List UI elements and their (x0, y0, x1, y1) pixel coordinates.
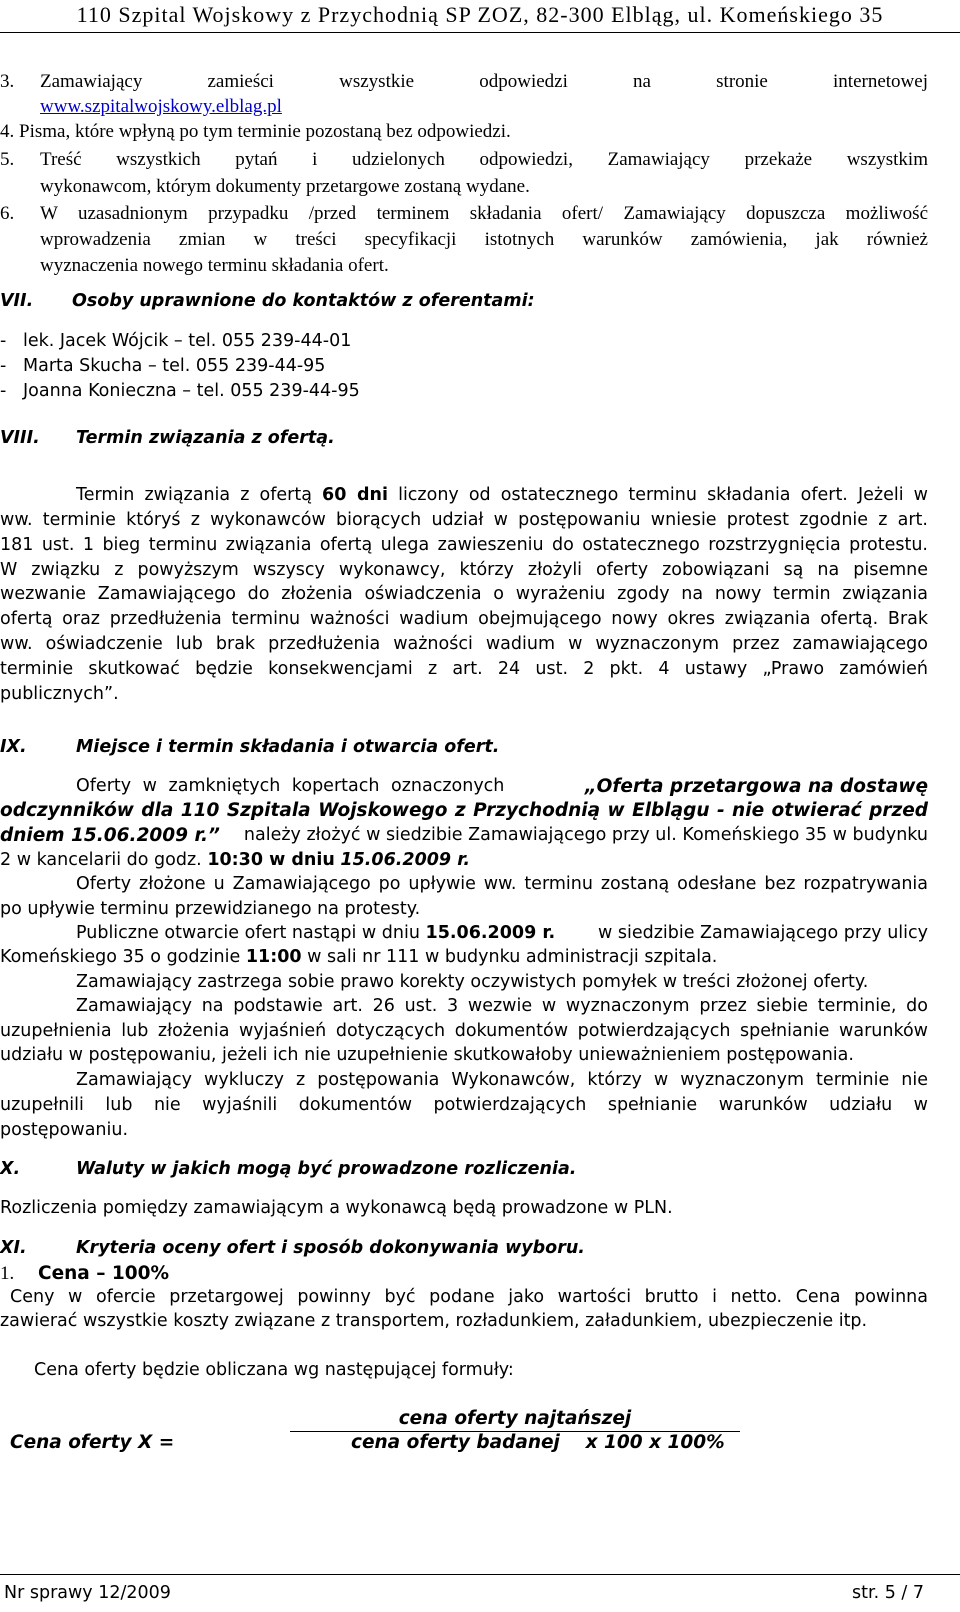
section-number: XI. (0, 1238, 27, 1258)
section-9-heading (0, 737, 499, 757)
section-title: Waluty w jakich mogą być prowadzone rozliczenia. (76, 1159, 577, 1179)
currency-text: Rozliczenia pomiędzy zamawiającym a wykonawcą będą prowadzone w PLN. (0, 1198, 673, 1218)
case-number: Nr sprawy 12/2009 (4, 1583, 171, 1603)
section-7-heading (0, 291, 535, 311)
contact-3: - Joanna Konieczna – tel. 055 239-44-95 (0, 381, 360, 401)
page-footer (0, 1574, 960, 1612)
item-5-line-2: wykonawcom, którym dokumenty przetargowe zostaną wydane. (40, 176, 530, 197)
formula-lhs: Cena oferty X = (10, 1432, 175, 1453)
criterion-label: Cena – 100% (38, 1263, 170, 1284)
s8-line-8: terminie skutkować będzie konsekwencjami z art. 24 ust. 2 pkt. 4 ustawy „Prawo zamówień (0, 659, 928, 679)
s9-p6-line-1: Zamawiający wykluczy z postępowania Wykonawców, którzy w wyznaczonym terminie nie (76, 1070, 928, 1090)
criterion-number: 1. (0, 1263, 15, 1284)
s9-p1-line-4: 2 w kancelarii do godz. 10:30 w dniu 15.06.2009 r. (0, 850, 470, 870)
s9-p5-line-3: udziału w postępowaniu, jeżeli ich nie uzupełnienie skutkowałoby unieważnieniem postępowania. (0, 1045, 854, 1065)
s9-p2-line-2: po upływie terminu przewidzianego na protesty. (0, 899, 421, 919)
contact-2: - Marta Skucha – tel. 055 239-44-95 (0, 356, 326, 376)
s9-p3-line-1: Publiczne otwarcie ofert nastąpi w dniu 15.06.2009 r. w siedzibie Zamawiającego przy ulicy (76, 923, 928, 943)
formula-denominator: cena oferty badanej x 100 x 100% (351, 1432, 725, 1453)
days-value: 60 dni (322, 485, 388, 505)
item-5-line-1 (0, 149, 928, 171)
s8-line-1: Termin związania z ofertą 60 dni liczony od ostatecznego terminu składania ofert. Jeżeli w (76, 485, 928, 505)
item-number: 6. (0, 203, 15, 224)
s9-p3-line-2: Komeńskiego 35 o godzinie 11:00 w sali nr 111 w budynku administracji szpitala. (0, 947, 718, 967)
item-6-line-1 (0, 203, 928, 225)
s8-line-9: publicznych”. (0, 684, 119, 704)
item-4: 4. Pisma, które wpłyną po tym terminie pozostaną bez odpowiedzi. (0, 121, 511, 142)
item-number: 5. (0, 149, 15, 170)
page-number: str. 5 / 7 (852, 1583, 924, 1603)
section-number: IX. (0, 737, 27, 757)
s8-line-5: wezwanie Zamawiającego do złożenia oświadczenia o wyrażeniu zgody na nowy termin związania (0, 584, 928, 604)
section-number: VII. (0, 291, 34, 311)
page-header (0, 0, 960, 33)
s8-line-7: ww. oświadczenie lub brak przedłużenia ważności wadium w wyznaczonym przez zamawiającego (0, 634, 928, 654)
section-10-heading (0, 1159, 576, 1179)
s9-p1-line-2: odczynników dla 110 Szpitala Wojskowego z Przychodnią w Elblągu - nie otwierać przed (0, 800, 928, 821)
section-number: VIII. (0, 428, 40, 448)
section-title: Termin związania z ofertą. (76, 428, 335, 448)
item-number: 3. (0, 71, 15, 92)
s9-p6-line-3: postępowaniu. (0, 1120, 129, 1140)
s9-p4: Zamawiający zastrzega sobie prawo korekty oczywistych pomyłek w treści złożonej oferty. (76, 972, 869, 992)
s8-line-3: 181 ust. 1 bieg terminu związania ofertą ulega zawieszeniu do ostatecznego rozstrzygnięcia protestu. (0, 535, 928, 555)
website-link[interactable]: www.szpitalwojskowy.elblag.pl (40, 96, 282, 117)
contact-1: - lek. Jacek Wójcik – tel. 055 239-44-01 (0, 331, 352, 351)
s9-p1-line-1: Oferty w zamkniętych kopertach oznaczonych „Oferta przetargowa na dostawę (76, 776, 928, 797)
item-6-line-2: wprowadzenia zmian w treści specyfikacji istotnych warunków zamówienia, jak również (40, 229, 928, 250)
item-6-line-3: wyznaczenia nowego terminu składania ofert. (40, 255, 389, 276)
item-3-line-1 (0, 71, 928, 93)
s8-line-4: W związku z powyższym wszyscy wykonawcy, którzy złożyli oferty zobowiązani są na pisemne (0, 560, 928, 580)
s8-line-2: ww. terminie któryś z wykonawców biorących udział w postępowaniu wniesie protest zgodnie z art. (0, 510, 928, 530)
header-text: 110 Szpital Wojskowy z Przychodnią SP ZOZ, 82-300 Elbląg, ul. Komeńskiego 35 (76, 2, 884, 27)
s9-p2-line-1: Oferty złożone u Zamawiającego po upływie ww. terminu zostaną odesłane bez rozpatrywania (76, 874, 928, 894)
section-number: X. (0, 1159, 21, 1179)
s9-p5-line-1: Zamawiający na podstawie art. 26 ust. 3 wezwie w wyznaczonym przez siebie terminie, do (76, 996, 928, 1016)
s8-line-6: ofertą oraz przedłużenia terminu ważności wadium obejmującego nowy okres związania ofertą. Brak (0, 609, 928, 629)
section-title: Osoby uprawnione do kontaktów z oferentami: (72, 291, 535, 311)
formula-numerator: cena oferty najtańszej (290, 1408, 740, 1432)
s11-line-1: Ceny w ofercie przetargowej powinny być podane jako wartości brutto i netto. Cena powinna (10, 1287, 928, 1307)
item-text: Zamawiający zamieści wszystkie odpowiedzi na stronie internetowej (40, 71, 928, 92)
s9-p6-line-2: uzupełnili lub nie wyjaśnili dokumentów potwierdzających spełnianie warunków udziału w (0, 1095, 928, 1115)
s9-p5-line-2: uzupełnienia lub złożenia wyjaśnień dotyczących dokumentów potwierdzających spełnianie warunków (0, 1021, 928, 1041)
section-title: Miejsce i termin składania i otwarcia ofert. (76, 737, 500, 757)
formula-intro: Cena oferty będzie obliczana wg następującej formuły: (34, 1360, 514, 1380)
section-11-heading (0, 1238, 585, 1258)
section-8-heading (0, 428, 335, 448)
criterion-1 (0, 1263, 169, 1285)
item-text: W uzasadnionym przypadku /przed terminem składania ofert/ Zamawiający dopuszcza możliwość (40, 203, 928, 224)
s11-line-2: zawierać wszystkie koszty związane z transportem, rozładunkiem, załadunkiem, ubezpieczenie itp. (0, 1311, 868, 1331)
s9-p1-line-3: dniem 15.06.2009 r.” należy złożyć w siedzibie Zamawiającego przy ul. Komeńskiego 35 w budynku (0, 825, 928, 846)
section-title: Kryteria oceny ofert i sposób dokonywania wyboru. (76, 1238, 585, 1258)
item-text: Treść wszystkich pytań i udzielonych odpowiedzi, Zamawiający przekaże wszystkim (40, 149, 928, 170)
